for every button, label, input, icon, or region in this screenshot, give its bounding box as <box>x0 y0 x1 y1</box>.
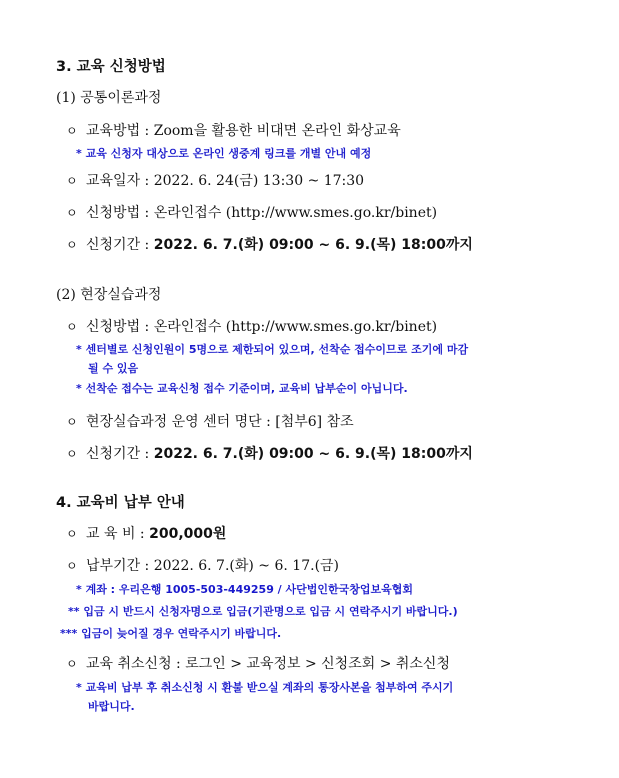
item-value: 200,000원 <box>149 526 227 542</box>
item-apply-method <box>66 202 437 222</box>
item-center-list <box>66 411 354 431</box>
item-value: Zoom을 활용한 비대면 온라인 화상교육 <box>153 123 401 139</box>
bullet: ㅇ <box>66 238 78 252</box>
item-value: 2022. 6. 24(금) 13:30 ~ 17:30 <box>153 173 365 189</box>
part-2-title: (2) 현장실습과정 <box>56 287 162 303</box>
item-value: 로그인 > 교육정보 > 신청조회 > 취소신청 <box>185 656 450 672</box>
bullet: ㅇ <box>66 124 78 138</box>
item-apply-period-2 <box>66 443 473 463</box>
item-value: 2022. 6. 7.(화) 09:00 ~ 6. 9.(목) 18:00까지 <box>153 237 473 253</box>
item-apply-period <box>66 234 473 254</box>
item-label: 신청방법 : <box>86 205 154 221</box>
payment-note-2: ** 입금 시 반드시 신청자명으로 입금(기관명으로 입금 시 연락주시기 바랍니다.) <box>68 605 458 618</box>
item-apply-method-2 <box>66 316 437 336</box>
part-2-note-2: * 선착순 접수는 교육신청 접수 기준이며, 교육비 납부순이 아닙니다. <box>76 382 408 395</box>
bullet: ㅇ <box>66 527 78 541</box>
cancel-note-1-cont: 바랍니다. <box>88 700 135 713</box>
bullet: ㅇ <box>66 447 78 461</box>
part-1-title: (1) 공통이론과정 <box>56 90 162 106</box>
part-2-note-1-cont: 될 수 있음 <box>88 362 139 375</box>
bullet: ㅇ <box>66 320 78 334</box>
item-label: 현장실습과정 운영 센터 명단 : <box>86 414 276 430</box>
item-education-date <box>66 170 364 190</box>
item-education-method <box>66 120 401 140</box>
bullet: ㅇ <box>66 206 78 220</box>
bullet: ㅇ <box>66 559 78 573</box>
item-label: 교육방법 : <box>86 123 154 139</box>
payment-note-3: *** 입금이 늦어질 경우 연락주시기 바랍니다. <box>60 627 282 640</box>
item-label: 교육 취소신청 : <box>86 656 186 672</box>
bullet: ㅇ <box>66 657 78 671</box>
item-value: 2022. 6. 7.(화) ~ 6. 17.(금) <box>153 558 340 574</box>
item-label: 납부기간 : <box>86 558 154 574</box>
item-label: 교육일자 : <box>86 173 154 189</box>
item-value: 온라인접수 (http://www.smes.go.kr/binet) <box>153 205 438 221</box>
bullet: ㅇ <box>66 174 78 188</box>
item-cancel <box>66 653 450 673</box>
part-2-note-1: * 센터별로 신청인원이 5명으로 제한되어 있으며, 선착순 접수이므로 조기에 마감 <box>76 343 469 356</box>
part-1-note: * 교육 신청자 대상으로 온라인 생중계 링크를 개별 안내 예정 <box>76 147 372 160</box>
item-label: 신청기간 : <box>86 446 154 462</box>
cancel-note-1: * 교육비 납부 후 취소신청 시 환불 받으실 계좌의 통장사본을 첨부하여 주시기 <box>76 681 454 694</box>
item-value: [첨부6] 참조 <box>275 414 354 430</box>
bullet: ㅇ <box>66 415 78 429</box>
item-label: 신청기간 : <box>86 237 154 253</box>
section-3-heading: 3. 교육 신청방법 <box>56 59 166 75</box>
item-fee <box>66 523 226 543</box>
payment-note-1: * 계좌 : 우리은행 1005-503-449259 / 사단법인한국창업보육협회 <box>76 583 414 596</box>
item-label: 교 육 비 : <box>86 526 150 542</box>
item-value: 온라인접수 (http://www.smes.go.kr/binet) <box>153 319 438 335</box>
item-label: 신청방법 : <box>86 319 154 335</box>
section-4-heading: 4. 교육비 납부 안내 <box>56 495 185 511</box>
item-value: 2022. 6. 7.(화) 09:00 ~ 6. 9.(목) 18:00까지 <box>153 446 473 462</box>
item-payment-period <box>66 555 339 575</box>
